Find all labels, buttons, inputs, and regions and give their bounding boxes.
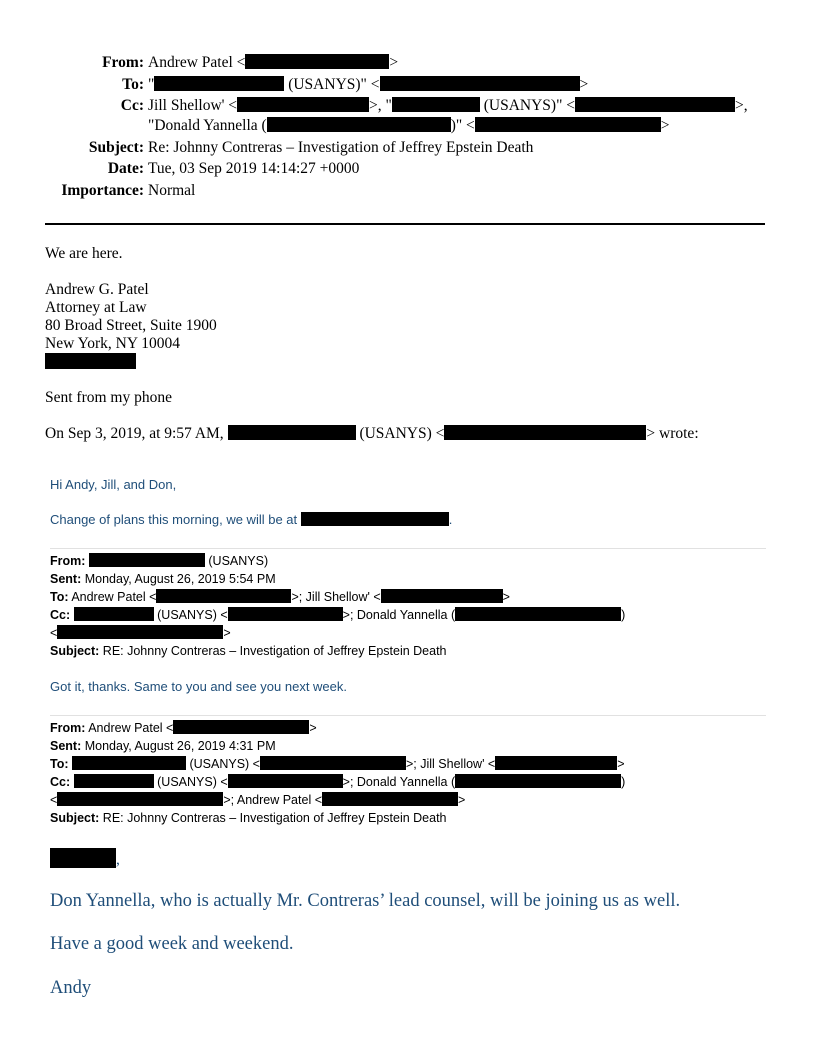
to-label: To: xyxy=(122,76,144,93)
redaction xyxy=(228,425,356,440)
redaction xyxy=(74,607,154,621)
quoted-greeting: Hi Andy, Jill, and Don, xyxy=(50,477,177,492)
signature-name: Andrew G. Patel xyxy=(45,281,149,298)
redaction xyxy=(228,607,343,621)
fwd1-cc: Cc: (USANYS) < >; Donald Yannella ( ) xyxy=(50,608,626,622)
cc-label: Cc: xyxy=(120,97,144,114)
date-label: Date: xyxy=(107,160,144,177)
redaction xyxy=(495,756,617,770)
redaction xyxy=(72,756,186,770)
fwd1-from: From: (USANYS) xyxy=(50,554,269,568)
andy-salutation: , xyxy=(50,848,120,870)
redaction xyxy=(444,425,646,440)
to-value: " (USANYS)" < > xyxy=(148,76,589,93)
redaction xyxy=(245,54,389,69)
redaction xyxy=(260,756,406,770)
redaction xyxy=(237,97,369,112)
redaction xyxy=(575,97,735,112)
redaction xyxy=(455,607,621,621)
importance-value: Normal xyxy=(148,182,196,199)
fwd1-to: To: Andrew Patel < >; Jill Shellow' < > xyxy=(50,590,510,604)
fwd2-to: To: (USANYS) < >; Jill Shellow' < > xyxy=(50,757,625,771)
fwd1-cc-cont: < > xyxy=(50,626,231,640)
cc-value-line2: "Donald Yannella ( )" < > xyxy=(148,117,670,134)
andy-signoff: Andy xyxy=(50,978,92,998)
fwd1-subject: Subject: RE: Johnny Contreras – Investigation of Jeffrey Epstein Death xyxy=(50,644,447,658)
redaction xyxy=(74,774,154,788)
signature-address1: 80 Broad Street, Suite 1900 xyxy=(45,317,217,334)
fwd2-sent: Sent: Monday, August 26, 2019 4:31 PM xyxy=(50,739,276,753)
redaction xyxy=(322,792,458,806)
redaction xyxy=(57,792,223,806)
importance-label: Importance: xyxy=(61,182,144,199)
quoted-divider xyxy=(50,548,766,549)
redaction xyxy=(156,589,291,603)
from-label: From: xyxy=(102,54,144,71)
cc-value-line1: Jill Shellow' < >, " (USANYS)" < >, xyxy=(148,97,748,114)
signature-address2: New York, NY 10004 xyxy=(45,335,181,352)
quote-intro: On Sep 3, 2019, at 9:57 AM, (USANYS) < > wrote: xyxy=(45,425,699,442)
redaction xyxy=(475,117,661,132)
subject-value: Re: Johnny Contreras – Investigation of Jeffrey Epstein Death xyxy=(148,139,534,156)
fwd1-sent: Sent: Monday, August 26, 2019 5:54 PM xyxy=(50,572,276,586)
redaction xyxy=(455,774,621,788)
redaction xyxy=(57,625,223,639)
redaction xyxy=(45,353,136,369)
subject-label: Subject: xyxy=(88,139,144,156)
signature-phone xyxy=(45,353,136,372)
from-value: Andrew Patel < > xyxy=(148,54,399,71)
redaction xyxy=(381,589,503,603)
date-value: Tue, 03 Sep 2019 14:14:27 +0000 xyxy=(148,160,360,177)
redaction xyxy=(267,117,451,132)
redaction xyxy=(173,720,309,734)
redaction xyxy=(154,76,284,91)
fwd2-divider xyxy=(50,715,766,716)
fwd2-from: From: Andrew Patel < > xyxy=(50,721,317,735)
andy-paragraph-1: Don Yannella, who is actually Mr. Contreras’ lead counsel, will be joining us as well. xyxy=(50,891,681,911)
redaction xyxy=(228,774,343,788)
signature-title: Attorney at Law xyxy=(45,299,147,316)
redaction xyxy=(380,76,580,91)
andy-paragraph-2: Have a good week and weekend. xyxy=(50,934,294,954)
quoted-change-of-plans: Change of plans this morning, we will be at . xyxy=(50,512,453,527)
redaction xyxy=(50,848,116,868)
redaction xyxy=(89,553,205,567)
redaction xyxy=(301,512,449,526)
header-divider xyxy=(45,223,765,225)
sent-from: Sent from my phone xyxy=(45,389,172,406)
fwd2-cc-cont: < >; Andrew Patel < > xyxy=(50,793,466,807)
fwd1-reply: Got it, thanks. Same to you and see you next week. xyxy=(50,679,348,694)
redaction xyxy=(392,97,480,112)
greeting: We are here. xyxy=(45,245,123,262)
fwd2-subject: Subject: RE: Johnny Contreras – Investigation of Jeffrey Epstein Death xyxy=(50,811,447,825)
fwd2-cc: Cc: (USANYS) < >; Donald Yannella ( ) xyxy=(50,775,626,789)
